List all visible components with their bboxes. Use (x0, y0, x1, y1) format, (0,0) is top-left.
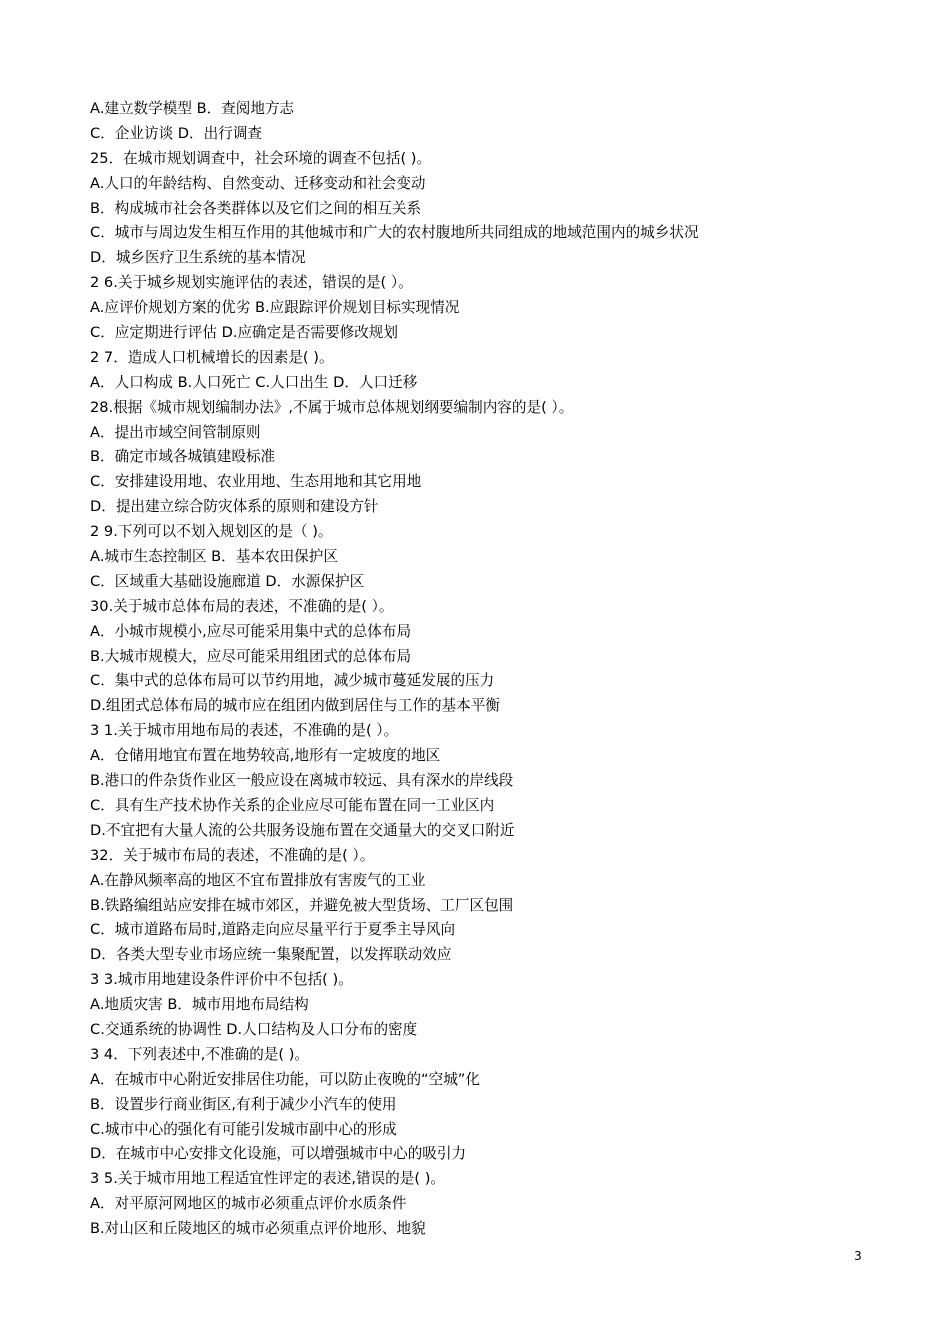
text-line: D．提出建立综合防灾体系的原则和建设方针 (90, 498, 379, 516)
text-line: A.地质灾害 B．城市用地布局结构 (90, 996, 309, 1014)
text-line: C．区域重大基础设施廊道 D．水源保护区 (90, 572, 365, 590)
text-line: A.在静风频率高的地区不宜布置排放有害废气的工业 (90, 871, 426, 889)
text-line: A．人口构成 B.人口死亡 C.人口出生 D．人口迁移 (90, 373, 418, 391)
text-line: A．在城市中心附近安排居住功能，可以防止夜晚的“空城”化 (90, 1070, 480, 1088)
text-line: C．应定期进行评估 D.应确定是否需要修改规划 (90, 324, 398, 342)
text-line: B.对山区和丘陵地区的城市必须重点评价地形、地貌 (90, 1220, 426, 1238)
text-line: B.港口的件杂货作业区一般应设在离城市较远、具有深水的岸线段 (90, 772, 514, 790)
text-line: B.铁路编组站应安排在城市郊区，并避免被大型货场、工厂区包围 (90, 896, 514, 914)
text-line: 3 1.关于城市用地布局的表述，不准确的是( ）。 (90, 722, 399, 740)
text-line: C．城市道路布局时,道路走向应尽量平行于夏季主导风向 (90, 921, 456, 939)
text-line: C．集中式的总体布局可以节约用地，减少城市蔓延发展的压力 (90, 672, 495, 690)
text-line: D.组团式总体布局的城市应在组团内做到居住与工作的基本平衡 (90, 697, 500, 715)
text-line: A．提出市域空间管制原则 (90, 423, 261, 441)
text-line: A.建立数学模型 B．查阅地方志 (90, 100, 295, 117)
text-line: 2 7．造成人口机械增长的因素是( )。 (90, 348, 334, 366)
page-number: 3 (854, 1249, 862, 1263)
text-line: 28.根据《城市规划编制办法》,不属于城市总体规划纲要编制内容的是( ）。 (90, 398, 574, 416)
text-line: 32．关于城市布局的表述，不准确的是( ）。 (90, 846, 375, 864)
text-line: D．在城市中心安排文化设施，可以增强城市中心的吸引力 (90, 1145, 467, 1163)
text-line: D．城乡医疗卫生系统的基本情况 (90, 249, 306, 267)
text-line: 2 6.关于城乡规划实施评估的表述，错误的是( ）。 (90, 274, 413, 292)
text-line: 30.关于城市总体布局的表述，不准确的是( ）。 (90, 597, 394, 615)
text-line: 25．在城市规划调查中，社会环境的调查不包括( )。 (90, 149, 432, 167)
text-line: C．企业访谈 D．出行调查 (90, 124, 263, 142)
text-line: A.应评价规划方案的优劣 B.应跟踪评价规划目标实现情况 (90, 299, 460, 317)
text-line: A．仓储用地宜布置在地势较高,地形有一定坡度的地区 (90, 747, 441, 765)
text-line: B．构成城市社会各类群体以及它们之间的相互关系 (90, 199, 422, 217)
text-line: C.城市中心的强化有可能引发城市副中心的形成 (90, 1120, 397, 1138)
text-line: 3 5.关于城市用地工程适宜性评定的表述,错误的是( )。 (90, 1170, 445, 1188)
text-line: A.人口的年龄结构、自然变动、迁移变动和社会变动 (90, 174, 426, 192)
text-line: B.大城市规模大，应尽可能采用组团式的总体布局 (90, 647, 412, 665)
text-line: 3 3.城市用地建设条件评价中不包括( )。 (90, 971, 353, 989)
text-line: A．对平原河网地区的城市必须重点评价水质条件 (90, 1195, 407, 1213)
text-line: C.交通系统的协调性 D.人口结构及人口分布的密度 (90, 1020, 418, 1038)
text-line: A．小城市规模小,应尽可能采用集中式的总体布局 (90, 622, 412, 640)
text-line: 2 9.下列可以不划入规划区的是（ )。 (90, 523, 333, 541)
text-line: A.城市生态控制区 B．基本农田保护区 (90, 548, 338, 566)
text-line: C．具有生产技术协作关系的企业应尽可能布置在同一工业区内 (90, 796, 495, 814)
text-line: 3 4．下列表述中,不准确的是( )。 (90, 1045, 309, 1063)
text-line: B．设置步行商业街区,有利于减少小汽车的使用 (90, 1095, 397, 1113)
text-line: C．城市与周边发生相互作用的其他城市和广大的农村腹地所共同组成的地域范围内的城乡状况 (90, 224, 699, 242)
text-line: D.不宜把有大量人流的公共服务设施布置在交通量大的交叉口附近 (90, 821, 515, 839)
text-line: D．各类大型专业市场应统一集聚配置，以发挥联动效应 (90, 946, 452, 964)
question-text-block (90, 97, 890, 1242)
text-line: C．安排建设用地、农业用地、生态用地和其它用地 (90, 473, 422, 491)
text-line: B．确定市域各城镇建殴标准 (90, 448, 276, 466)
